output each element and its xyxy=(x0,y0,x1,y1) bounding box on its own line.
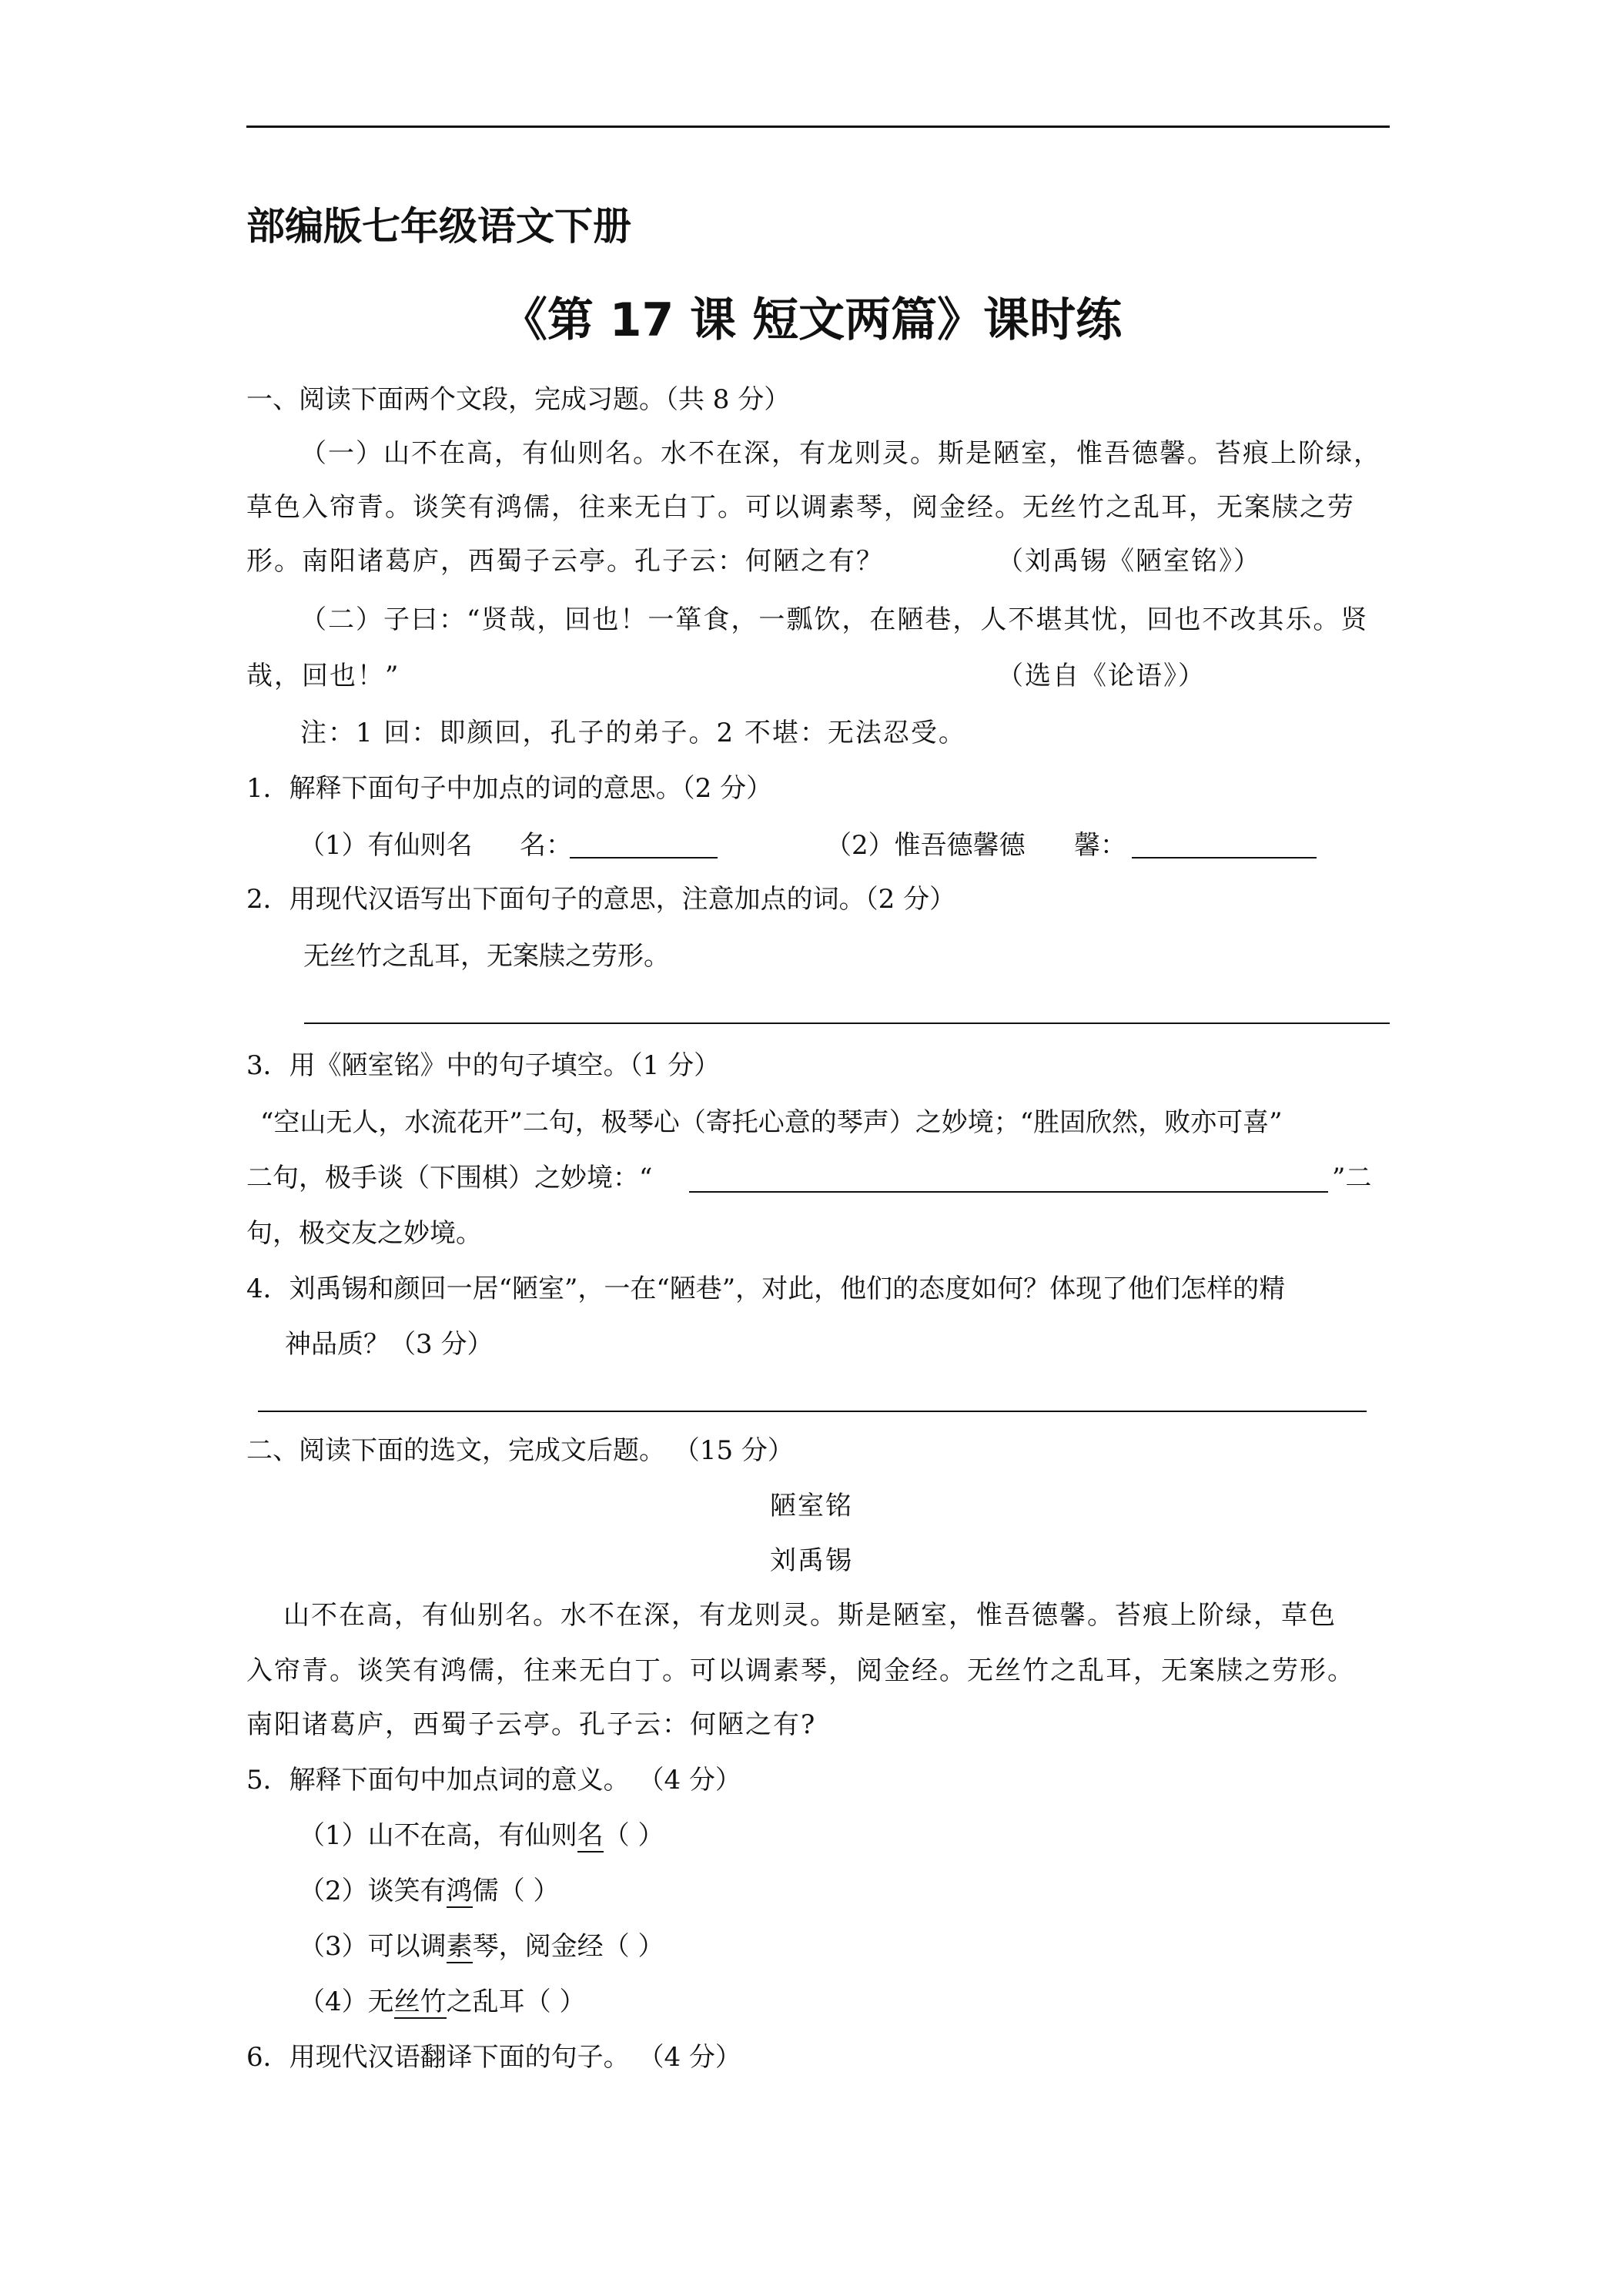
q5-item-1 xyxy=(299,1819,664,1853)
passage2-line1: （二）子曰：“贤哉，回也！一箪食，一瓢饮，在陋巷，人不堪其忧，回也不改其乐。贤 xyxy=(300,604,1369,635)
question-4-line1: 4．刘禹锡和颜回一居“陋室”，一在“陋巷”，对此，他们的态度如何？体现了他们怎样的精 xyxy=(246,1274,1286,1304)
header-title: 部编版七年级语文下册 xyxy=(246,204,631,249)
page-title: 《第 17 课 短文两篇》课时练 xyxy=(500,293,1123,347)
question-2: 2．用现代汉语写出下面句子的意思，注意加点的词。（2 分） xyxy=(246,884,956,915)
q2-sentence: 无丝竹之乱耳，无案牍之劳形。 xyxy=(303,941,670,972)
q4-answer-line[interactable] xyxy=(258,1411,1367,1412)
section1-heading: 一、阅读下面两个文段，完成习题。（共 8 分） xyxy=(246,384,791,415)
q5-item-2-text: （2）谈笑有 xyxy=(299,1876,447,1906)
question-5: 5．解释下面句中加点词的意义。 （4 分） xyxy=(246,1765,741,1796)
poem-text-line1: 山不在高，有仙别名。水不在深，有龙则灵。斯是陋室，惟吾德馨。苔痕上阶绿，草色 xyxy=(283,1600,1337,1631)
poem-text-line2: 入帘青。谈笑有鸿儒，往来无白丁。可以调素琴，阅金经。无丝竹之乱耳，无案牍之劳形。 xyxy=(246,1655,1355,1686)
q1-item-a-blank[interactable] xyxy=(570,857,718,858)
question-3: 3．用《陋室铭》中的句子填空。（1 分） xyxy=(246,1050,721,1081)
question-1: 1．解释下面句子中加点的词的意思。（2 分） xyxy=(246,773,773,804)
q3-line3: 句，极交友之妙境。 xyxy=(246,1218,482,1249)
poem-text-line3: 南阳诸葛庐，西蜀子云亭。孔子云：何陋之有? xyxy=(246,1709,817,1740)
q5-item-4-text: （4）无 xyxy=(299,1986,394,2017)
note: 注：1 回：即颜回，孔子的弟子。2 不堪：无法忍受。 xyxy=(300,718,966,748)
q5-item-3-blank[interactable]: 琴，阅金经（ ） xyxy=(472,1931,664,1962)
passage1-line3: 形。南阳诸葛庐，西蜀子云亭。孔子云：何陋之有？ xyxy=(246,546,884,577)
q3-line1: “空山无人，水流花开”二句，极琴心（寄托心意的琴声）之妙境；“胜固欣然，败亦可喜” xyxy=(260,1107,1283,1138)
q5-item-2 xyxy=(299,1874,559,1908)
q5-item-1-text: （1）山不在高，有仙则 xyxy=(299,1820,577,1851)
q1-item-a-label: 名： xyxy=(520,830,572,861)
q2-answer-line[interactable] xyxy=(304,1022,1390,1024)
q5-item-4-blank[interactable]: 之乱耳（ ） xyxy=(446,1986,586,2017)
poem-title: 陋室铭 xyxy=(770,1491,853,1521)
passage1-line2: 草色入帘青。谈笑有鸿儒，往来无白丁。可以调素琴，阅金经。无丝竹之乱耳，无案牍之劳 xyxy=(246,492,1355,523)
passage2-source: （选自《论语》） xyxy=(997,661,1206,691)
q5-item-4-keyword: 丝竹 xyxy=(393,1986,447,2017)
q5-item-3-keyword: 素 xyxy=(446,1931,473,1962)
q5-item-4 xyxy=(299,1985,585,2019)
q3-blank[interactable] xyxy=(689,1191,1328,1193)
q5-item-1-keyword: 名 xyxy=(577,1820,604,1851)
q5-item-3 xyxy=(299,1930,664,1963)
q1-item-b: （2）惟吾德馨德 xyxy=(825,830,1026,861)
section2-heading: 二、阅读下面的选文，完成文后题。 （15 分） xyxy=(246,1435,794,1466)
passage2-line2: 哉，回也！” xyxy=(246,661,400,691)
q1-item-b-label: 馨： xyxy=(1074,830,1126,861)
q5-item-2-blank[interactable]: 儒（ ） xyxy=(472,1876,560,1906)
question-4-line2: 神品质？（3 分） xyxy=(285,1329,494,1360)
q5-item-3-text: （3）可以调 xyxy=(299,1931,447,1962)
q5-item-2-keyword: 鸿 xyxy=(446,1876,473,1906)
q3-line2-start: 二句，极手谈（下围棋）之妙境：“ xyxy=(246,1163,653,1193)
passage1-source: （刘禹锡《陋室铭》） xyxy=(997,546,1261,577)
q5-item-1-blank[interactable]: （ ） xyxy=(603,1820,664,1851)
top-rule xyxy=(246,126,1390,128)
question-6: 6．用现代汉语翻译下面的句子。 （4 分） xyxy=(246,2042,741,2073)
q1-item-b-blank[interactable] xyxy=(1132,857,1317,858)
poem-author: 刘禹锡 xyxy=(770,1545,853,1576)
q1-item-a: （1）有仙则名 xyxy=(299,830,473,861)
q3-line2-end: ”二 xyxy=(1332,1163,1372,1193)
passage1-line1: （一）山不在高，有仙则名。水不在深，有龙则灵。斯是陋室，惟吾德馨。苔痕上阶绿， xyxy=(300,438,1381,469)
